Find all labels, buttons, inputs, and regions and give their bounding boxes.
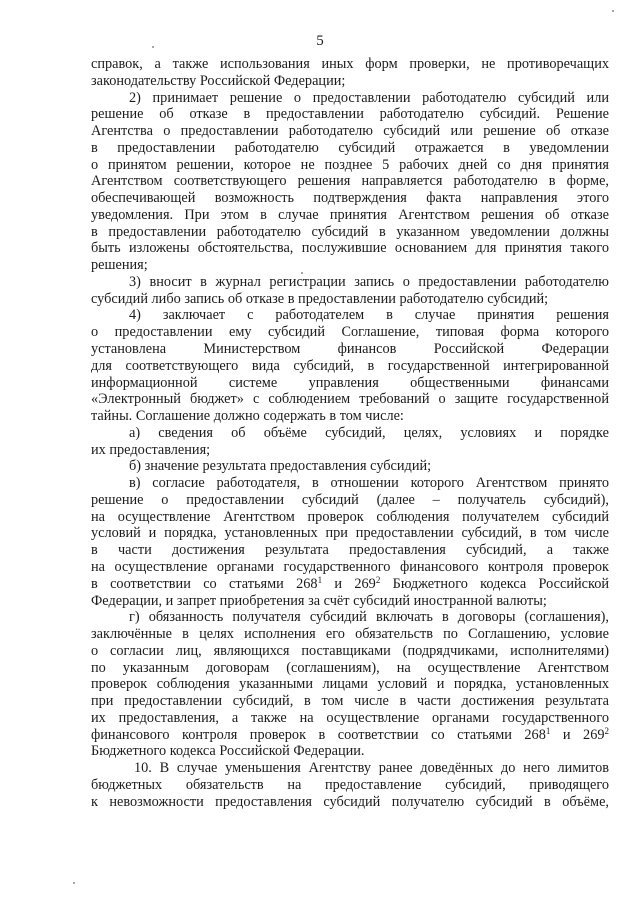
- text-line: [91, 593, 609, 610]
- text-line: [91, 760, 609, 777]
- text-line: [91, 291, 609, 308]
- text-run: к невозможности предоставления субсидий получателю субсидий в объёме,: [91, 793, 609, 810]
- text-line: [91, 626, 609, 643]
- document-body: [91, 56, 609, 810]
- text-line: [91, 509, 609, 526]
- text-run: 3) вносит в журнал регистрации запись о предоставлении работодателю: [129, 273, 609, 290]
- text-run: в) согласие работодателя, в отношении которого Агентством принято: [129, 475, 609, 492]
- superscript: 1: [545, 725, 551, 736]
- text-run: в части достижения результата предоставления субсидий, а также: [91, 542, 609, 559]
- text-run: быть изложены обстоятельства, послужившие основанием для принятия такого: [91, 240, 609, 257]
- text-run: для соответствующего вида субсидий, в государственной интегрированной: [91, 357, 609, 374]
- text-run: при предоставлении субсидий, в том числе в части достижения результата: [91, 693, 609, 710]
- text-line: [91, 375, 609, 392]
- text-run: и 269: [322, 575, 376, 592]
- text-run: на осуществление Агентством проверок соблюдения получателем субсидий: [91, 508, 609, 525]
- text-run: о предоставлении ему субсидий Соглашение, типовая форма которого: [91, 324, 609, 341]
- text-run: уведомления. При этом в случае принятия Агентством решения об отказе: [91, 206, 609, 223]
- superscript: 2: [375, 574, 381, 585]
- text-line: [91, 643, 609, 660]
- text-run: их предоставления;: [91, 441, 211, 458]
- text-line: [91, 559, 609, 576]
- text-line: [91, 492, 609, 509]
- text-run: в соответствии со статьями 268: [91, 575, 318, 592]
- text-line: [91, 458, 609, 475]
- scan-speck: [152, 46, 154, 48]
- text-run: решение об отказе в предоставлении работодателю субсидий. Решение: [91, 106, 609, 123]
- text-line: [91, 324, 609, 341]
- text-run: о принятом решении, которое не позднее 5 рабочих дней со дня принятия: [91, 156, 609, 173]
- text-run: финансового контроля проверок в соответствии со статьями 268: [91, 726, 546, 743]
- text-line: [91, 190, 609, 207]
- text-line: [91, 106, 609, 123]
- text-line: [91, 90, 609, 107]
- text-line: [91, 576, 609, 593]
- text-line: [91, 123, 609, 140]
- text-line: [91, 391, 609, 408]
- text-line: [91, 358, 609, 375]
- scan-speck: [612, 10, 614, 12]
- text-run: информационной системе управления общественными финансами: [91, 374, 609, 391]
- text-line: [91, 224, 609, 241]
- text-run: по указанным договорам (соглашениям), на осуществление Агентством: [91, 659, 609, 676]
- text-run: Федерации, и запрет приобретения за счёт субсидий иностранной валюты;: [91, 592, 547, 609]
- text-line: [91, 73, 609, 90]
- text-line: [91, 442, 609, 459]
- text-run: Агентством соответствующего решения направляется работодателю в форме,: [91, 173, 609, 190]
- text-line: [91, 425, 609, 442]
- text-run: 10. В случае уменьшения Агентству ранее доведённых до него лимитов: [134, 760, 609, 777]
- text-run: о согласии лиц, являющихся поставщиками (подрядчиками, исполнителями): [91, 642, 609, 659]
- text-line: [91, 257, 609, 274]
- text-run: справок, а также использования иных форм проверки, не противоречащих: [91, 56, 609, 72]
- text-line: [91, 676, 609, 693]
- text-run: субсидий либо запись об отказе в предоставлении работодателю субсидий;: [91, 290, 549, 307]
- text-line: [91, 475, 609, 492]
- text-run: условий и порядка, установленных при предоставлении субсидий, в том числе: [91, 525, 609, 542]
- text-run: Бюджетного кодекса Российской Федерации.: [91, 743, 365, 760]
- scan-speck: [301, 272, 303, 274]
- text-line: [91, 207, 609, 224]
- scan-speck: [73, 882, 75, 884]
- text-line: [91, 240, 609, 257]
- text-run: 2) принимает решение о предоставлении работодателю субсидий или: [129, 89, 609, 106]
- text-run: Агентства о предоставлении работодателю субсидий или решение об отказе: [91, 123, 609, 140]
- text-run: бюджетных обязательств на предоставление субсидий, приводящего: [91, 776, 609, 793]
- text-line: [91, 525, 609, 542]
- text-line: [91, 542, 609, 559]
- text-run: «Электронный бюджет» с соблюдением требований о защите государственной: [91, 391, 609, 408]
- text-line: [91, 157, 609, 174]
- text-line: [91, 727, 609, 744]
- text-line: [91, 173, 609, 190]
- text-run: б) значение результата предоставления субсидий;: [129, 458, 432, 475]
- text-run: решения;: [91, 257, 148, 274]
- text-run: и 269: [550, 726, 605, 743]
- text-run: 4) заключает с работодателем в случае принятия решения: [129, 307, 609, 324]
- text-run: проверок соблюдения указанными лицами условий и порядка, установленных: [91, 676, 609, 693]
- text-line: [91, 274, 609, 291]
- text-line: [91, 341, 609, 358]
- text-line: [91, 307, 609, 324]
- superscript: 2: [604, 725, 609, 736]
- superscript: 1: [317, 574, 323, 585]
- text-line: [91, 408, 609, 425]
- text-line: [91, 693, 609, 710]
- page-number: 5: [316, 33, 324, 49]
- text-line: [91, 777, 609, 794]
- text-run: тайны. Соглашение должно содержать в том числе:: [91, 408, 404, 425]
- text-run: установлена Министерством финансов Российской Федерации: [91, 341, 609, 358]
- text-line: [91, 794, 609, 811]
- text-run: их предоставления, а также на осуществление органами государственного: [91, 709, 609, 726]
- text-line: [91, 140, 609, 157]
- text-run: на осуществление органами государственного финансового контроля проверок: [91, 558, 609, 575]
- text-run: г) обязанность получателя субсидий включать в договоры (соглашения),: [129, 609, 609, 626]
- text-line: [91, 660, 609, 677]
- text-run: законодательству Российской Федерации;: [91, 72, 346, 89]
- text-run: в предоставлении работодателю субсидий в указанном уведомлении должны: [91, 223, 609, 240]
- text-run: заключённые в целях исполнения его обязательств по Соглашению, условие: [91, 626, 609, 643]
- text-line: [91, 743, 609, 760]
- text-run: решение о предоставлении субсидий (далее – получатель субсидий),: [91, 491, 609, 508]
- text-line: [91, 609, 609, 626]
- text-run: в предоставлении работодателю субсидий отражается в уведомлении: [91, 139, 609, 156]
- text-line: [91, 56, 609, 73]
- text-run: а) сведения об объёме субсидий, целях, условиях и порядке: [129, 424, 609, 441]
- text-run: обеспечивающей возможность подтверждения факта направления этого: [91, 190, 609, 207]
- text-line: [91, 710, 609, 727]
- text-run: Бюджетного кодекса Российской: [380, 575, 609, 592]
